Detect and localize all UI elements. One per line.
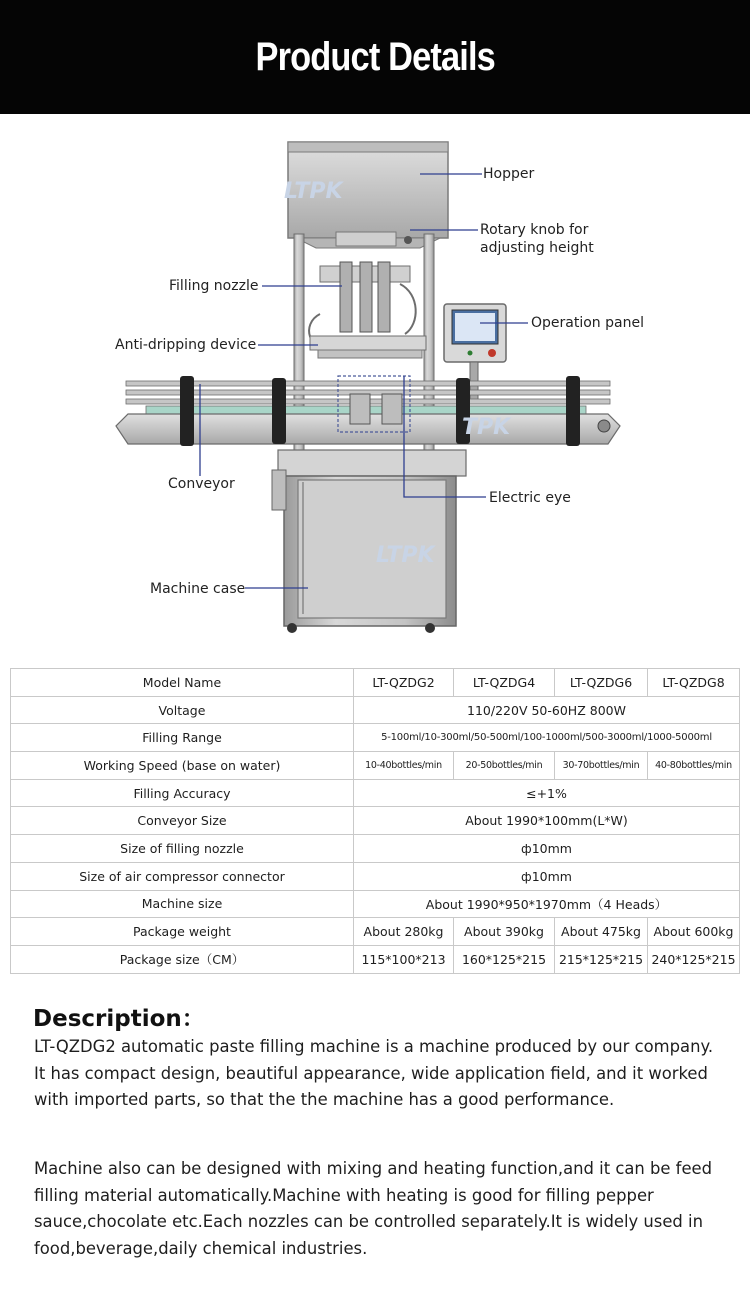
callout-electric-eye: Electric eye [489,490,571,506]
watermark-text: TPK [462,415,511,440]
watermark-text: LTPK [376,543,435,568]
table-row [11,752,740,780]
description-title: Description： [33,1006,205,1032]
table-row [11,945,740,973]
table-row [11,779,740,807]
row-label: Package size（CM） [11,945,354,973]
table-row [11,890,740,918]
speed-cell: 10-40bottles/min [354,752,454,780]
row-label: Working Speed (base on water) [11,752,354,780]
package-size-cell: 115*100*213 [354,945,454,973]
filling-accuracy-value: ≤+1% [354,779,740,807]
row-label: Machine size [11,890,354,918]
weight-cell: About 600kg [648,918,740,946]
package-size-cell: 160*125*215 [454,945,555,973]
weight-cell: About 280kg [354,918,454,946]
callout-anti-dripping: Anti-dripping device [115,337,257,353]
row-label: Package weight [11,918,354,946]
callout-filling-nozzle: Filling nozzle [169,278,259,294]
model-cell: LT-QZDG6 [555,669,648,697]
row-label: Size of filling nozzle [11,835,354,863]
weight-cell: About 475kg [555,918,648,946]
table-row [11,862,740,890]
table-row [11,669,740,697]
package-size-cell: 240*125*215 [648,945,740,973]
header-banner [0,0,750,114]
callout-rotary-knob-line2: adjusting height [480,240,594,256]
conveyor-size-value: About 1990*100mm(L*W) [354,807,740,835]
operation-panel-shape [444,304,506,402]
callout-operation-panel: Operation panel [531,315,644,331]
table-row [11,724,740,752]
row-label: Filling Range [11,724,354,752]
voltage-value: 110/220V 50-60HZ 800W [354,696,740,724]
filling-nozzle-assembly [309,262,426,358]
callout-machine-case: Machine case [150,581,246,597]
package-size-cell: 215*125*215 [555,945,648,973]
machine-diagram [0,114,750,654]
table-row [11,835,740,863]
filling-range-value: 5-100ml/10-300ml/50-500ml/100-1000ml/500-3000ml/1000-5000ml [354,724,740,752]
speed-cell: 30-70bottles/min [555,752,648,780]
description-paragraph-2: Machine also can be designed with mixing and heating function,and it can be feed filling material automatically.Machine with heating is good for filling pepper sauce,chocolate etc.Each nozzles can be controlled separately.It is widely used in food,beverage,daily chemical industries. [34,1159,713,1258]
model-cell: LT-QZDG4 [454,669,555,697]
row-label: Size of air compressor connector [11,862,354,890]
description-paragraph-1: LT-QZDG2 automatic paste filling machine is a machine produced by our company. It has compact design, beautiful appearance, wide application field, and it worked with imported parts, so that the the machine has a good performance. [34,1037,714,1109]
speed-cell: 20-50bottles/min [454,752,555,780]
row-label: Model Name [11,669,354,697]
page-title: Product Details [255,34,495,79]
callout-hopper: Hopper [483,166,535,182]
spec-table [10,668,740,974]
watermark-text: LTPK [284,179,343,204]
model-cell: LT-QZDG8 [648,669,740,697]
callout-rotary-knob-line1: Rotary knob for [480,222,589,238]
machine-case-shape [272,450,466,633]
machine-illustration [0,114,750,654]
conveyor-shape [116,376,620,446]
table-row [11,918,740,946]
speed-cell: 40-80bottles/min [648,752,740,780]
row-label: Conveyor Size [11,807,354,835]
nozzle-size-value: ф10mm [354,835,740,863]
callout-conveyor: Conveyor [168,476,235,492]
row-label: Filling Accuracy [11,779,354,807]
air-connector-value: ф10mm [354,862,740,890]
table-row [11,696,740,724]
model-cell: LT-QZDG2 [354,669,454,697]
machine-size-value: About 1990*950*1970mm（4 Heads） [354,890,740,918]
table-row [11,807,740,835]
weight-cell: About 390kg [454,918,555,946]
row-label: Voltage [11,696,354,724]
